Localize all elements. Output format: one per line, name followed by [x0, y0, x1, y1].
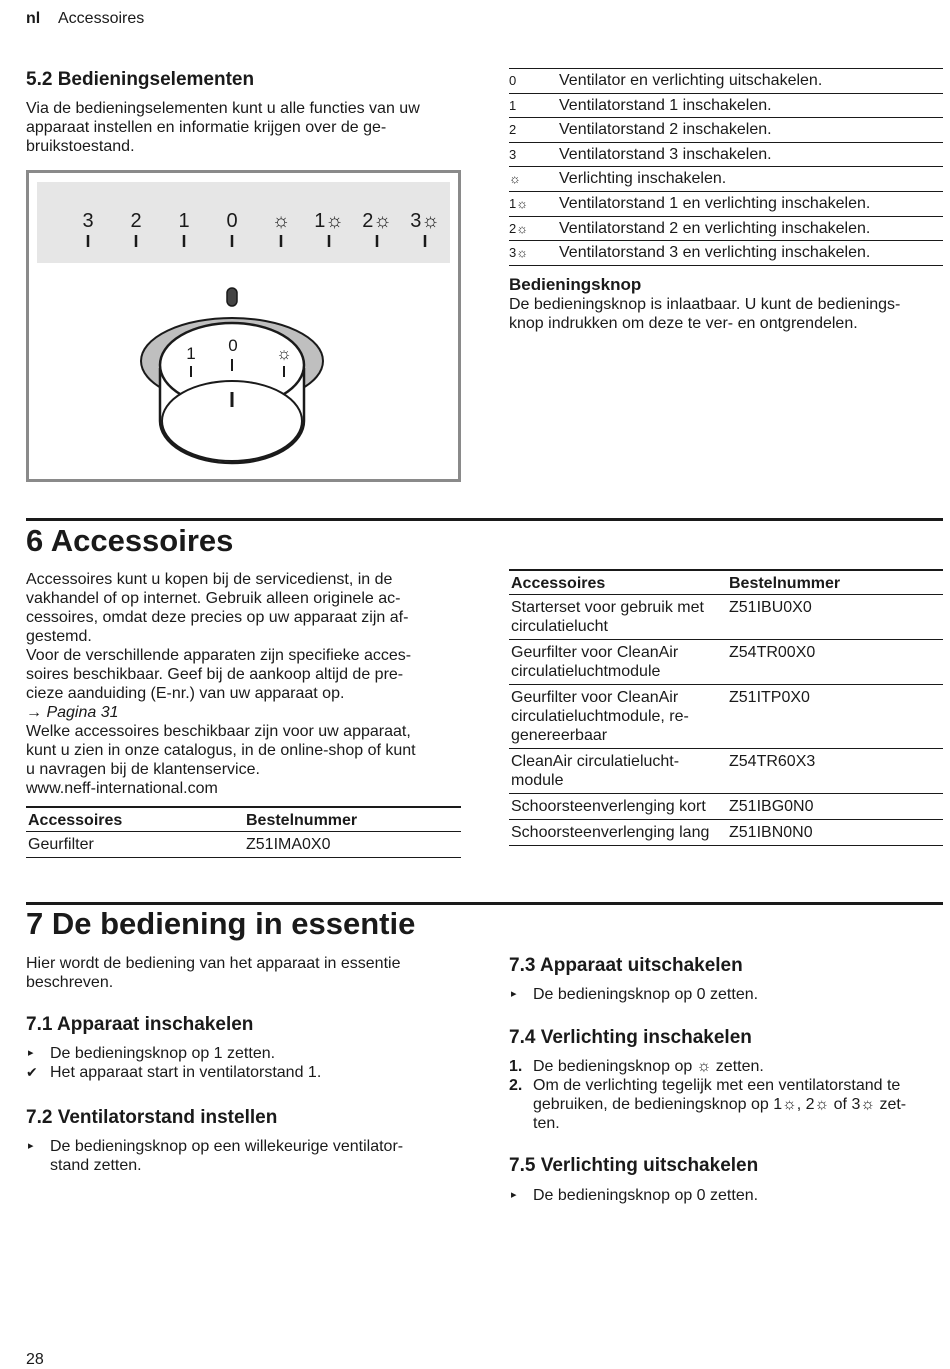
control-description: Ventilatorstand 3 inschakelen.: [559, 142, 943, 167]
order-number: Z51ITP0X0: [727, 684, 943, 748]
intro-line: Via de bedieningselementen kunt u alle functies van uw: [26, 100, 420, 117]
accessory-name: Geurfilter: [26, 831, 244, 857]
accessory-name: Schoorsteenverlenging lang: [509, 819, 727, 845]
text-line: kunt u zien in onze catalogus, in de online-shop of kunt: [26, 742, 416, 759]
indicator-led: [227, 288, 237, 306]
table-row: [509, 639, 943, 684]
step-text: De bedieningsknop op 1 zetten.: [50, 1045, 276, 1062]
control-description: Verlichting inschakelen.: [559, 167, 943, 192]
control-symbol: 1: [509, 93, 559, 118]
chapter-rule: [26, 518, 943, 521]
control-panel-figure: [26, 170, 461, 482]
intro-line: apparaat instellen en informatie krijgen over de ge-: [26, 119, 387, 136]
website-link[interactable]: www.neff-international.com: [26, 780, 218, 797]
control-description: Ventilatorstand 1 inschakelen.: [559, 93, 943, 118]
panel-label-3-light: 3☼: [410, 210, 440, 232]
panel-label-2: 2: [130, 210, 142, 232]
accessory-name: Schoorsteenverlenging kort: [509, 793, 727, 819]
order-number: Z54TR60X3: [727, 748, 943, 793]
section-7-2-heading: 7.2 Ventilatorstand instellen: [26, 1107, 278, 1128]
column-header: Accessoires: [509, 570, 727, 594]
table-row: [26, 831, 461, 857]
controls-table: [509, 68, 943, 266]
chapter-7-intro: [26, 954, 466, 992]
step-text: ten.: [533, 1115, 560, 1132]
table-row: [509, 142, 943, 167]
table-header-row: [26, 807, 461, 831]
step-number: 1.: [509, 1058, 523, 1075]
table-row: [509, 793, 943, 819]
control-symbol: 3☼: [509, 241, 559, 266]
list-item: [26, 1044, 466, 1063]
table-row: [509, 241, 943, 266]
intro-line: bruikstoestand.: [26, 138, 135, 155]
accessory-name: Geurfilter voor CleanAir circulatieluchtmodule: [509, 639, 727, 684]
table-row: [509, 167, 943, 192]
list-item: [26, 1137, 466, 1175]
step-text: gebruiken, de bedieningsknop op 1☼, 2☼ of 3☼ zet-: [533, 1096, 907, 1113]
step-text: De bedieningsknop op een willekeurige ventilator-: [50, 1138, 404, 1155]
order-number: Z54TR00X0: [727, 639, 943, 684]
list-item: [509, 1057, 945, 1076]
control-symbol: 0: [509, 69, 559, 94]
section-7-1-steps: [26, 1044, 466, 1082]
control-description: Ventilatorstand 1 en verlichting inschakelen.: [559, 191, 943, 216]
table-row: [509, 191, 943, 216]
table-row: [509, 594, 943, 639]
table-row: [509, 819, 943, 845]
control-description: Ventilatorstand 2 inschakelen.: [559, 118, 943, 143]
table-header-row: [509, 570, 943, 594]
text-line: Voor de verschillende apparaten zijn specifieke acces-: [26, 647, 412, 664]
accessories-table-left: [26, 806, 461, 858]
accessory-name: Starterset voor gebruik met circulatielucht: [509, 594, 727, 639]
control-symbol: 2☼: [509, 216, 559, 241]
list-item: [509, 1186, 945, 1205]
text-line: beschreven.: [26, 974, 114, 991]
text-line: Welke accessoires beschikbaar zijn voor uw apparaat,: [26, 723, 411, 740]
knob-section: [509, 275, 945, 333]
bullet-arrow-icon: ▸: [28, 1140, 34, 1152]
table-row: [509, 216, 943, 241]
step-text: stand zetten.: [50, 1157, 142, 1174]
knob-line: De bedieningsknop is inlaatbaar. U kunt de bedienings-: [509, 296, 901, 313]
check-icon: ✔: [26, 1064, 38, 1080]
table-row: [509, 93, 943, 118]
panel-label-3: 3: [82, 210, 94, 232]
list-item: [509, 985, 945, 1004]
chapter-6-heading: 6 Accessoires: [26, 523, 234, 558]
text-line: Accessoires kunt u kopen bij de servicedienst, in de: [26, 571, 393, 588]
table-row: [509, 748, 943, 793]
column-header: Bestelnummer: [727, 570, 943, 594]
control-symbol: 3: [509, 142, 559, 167]
order-number: Z51IBN0N0: [727, 819, 943, 845]
text-line: u navragen bij de klantenservice.: [26, 761, 260, 778]
accessory-name: CleanAir circulatielucht- module: [509, 748, 727, 793]
chapter-rule: [26, 902, 943, 905]
accessory-name: Geurfilter voor CleanAir circulatieluchtmodule, re- genereerbaar: [509, 684, 727, 748]
text-line: Hier wordt de bediening van het apparaat in essentie: [26, 955, 401, 972]
bullet-arrow-icon: ▸: [511, 1189, 517, 1201]
knob-label-light: ☼: [276, 344, 292, 363]
section-7-3-heading: 7.3 Apparaat uitschakelen: [509, 955, 743, 976]
column-header: Bestelnummer: [244, 807, 461, 831]
knob-heading: Bedieningsknop: [509, 275, 642, 294]
panel-label-2-light: 2☼: [362, 210, 392, 232]
text-line: gestemd.: [26, 628, 92, 645]
list-item: [509, 1076, 945, 1133]
bullet-arrow-icon: ▸: [511, 988, 517, 1000]
step-text: De bedieningsknop op 0 zetten.: [533, 986, 759, 1003]
bullet-arrow-icon: ▸: [28, 1047, 34, 1059]
text-line: soires beschikbaar. Geef bij de aankoop altijd de pre-: [26, 666, 404, 683]
language-code: nl: [26, 10, 41, 27]
section-7-3-steps: [509, 985, 945, 1004]
knob-label-0: 0: [228, 336, 238, 355]
section-7-4-heading: 7.4 Verlichting inschakelen: [509, 1027, 752, 1048]
panel-label-light: ☼: [271, 210, 291, 232]
text-line: vakhandel of op internet. Gebruik alleen originele ac-: [26, 590, 401, 607]
section-5-2-heading: 5.2 Bedieningselementen: [26, 69, 255, 90]
order-number: Z51IMA0X0: [244, 831, 461, 857]
panel-label-1-light: 1☼: [314, 210, 344, 232]
section-5-2-intro: [26, 99, 466, 156]
page-number: 28: [26, 1351, 44, 1368]
control-symbol: 1☼: [509, 191, 559, 216]
result-text: Het apparaat start in ventilatorstand 1.: [50, 1064, 322, 1081]
running-header-title: Accessoires: [58, 10, 145, 27]
order-number: Z51IBU0X0: [727, 594, 943, 639]
panel-label-1: 1: [178, 210, 190, 232]
column-header: Accessoires: [26, 807, 244, 831]
section-7-4-steps: [509, 1057, 945, 1133]
panel-label-0: 0: [226, 210, 238, 232]
text-line: cieze aanduiding (E-nr.) van uw apparaat op.: [26, 685, 345, 702]
section-7-5-heading: 7.5 Verlichting uitschakelen: [509, 1155, 759, 1176]
section-7-2-steps: [26, 1137, 466, 1175]
knob-label-1: 1: [186, 344, 196, 363]
control-panel-illustration: [29, 173, 458, 479]
control-description: Ventilator en verlichting uitschakelen.: [559, 69, 943, 94]
table-row: [509, 684, 943, 748]
control-symbol: 2: [509, 118, 559, 143]
chapter-6-text: [26, 570, 466, 798]
order-number: Z51IBG0N0: [727, 793, 943, 819]
step-number: 2.: [509, 1077, 523, 1094]
table-row: [509, 118, 943, 143]
step-text: De bedieningsknop op 0 zetten.: [533, 1187, 759, 1204]
knob-line: knop indrukken om deze te ver- en ontgrendelen.: [509, 315, 858, 332]
control-symbol: ☼: [509, 167, 559, 192]
list-item: [26, 1063, 466, 1082]
text-line: cessoires, omdat deze precies op uw apparaat zijn af-: [26, 609, 409, 626]
section-7-5-steps: [509, 1186, 945, 1205]
control-description: Ventilatorstand 3 en verlichting inschakelen.: [559, 241, 943, 266]
step-text: Om de verlichting tegelijk met een ventilatorstand te: [533, 1077, 901, 1094]
section-7-1-heading: 7.1 Apparaat inschakelen: [26, 1014, 254, 1035]
step-text: De bedieningsknop op ☼ zetten.: [533, 1058, 764, 1075]
table-row: [509, 69, 943, 94]
control-description: Ventilatorstand 2 en verlichting inschakelen.: [559, 216, 943, 241]
chapter-7-heading: 7 De bediening in essentie: [26, 906, 416, 941]
page-reference-link[interactable]: → Pagina 31: [26, 704, 119, 721]
accessories-table-right: [509, 569, 943, 846]
